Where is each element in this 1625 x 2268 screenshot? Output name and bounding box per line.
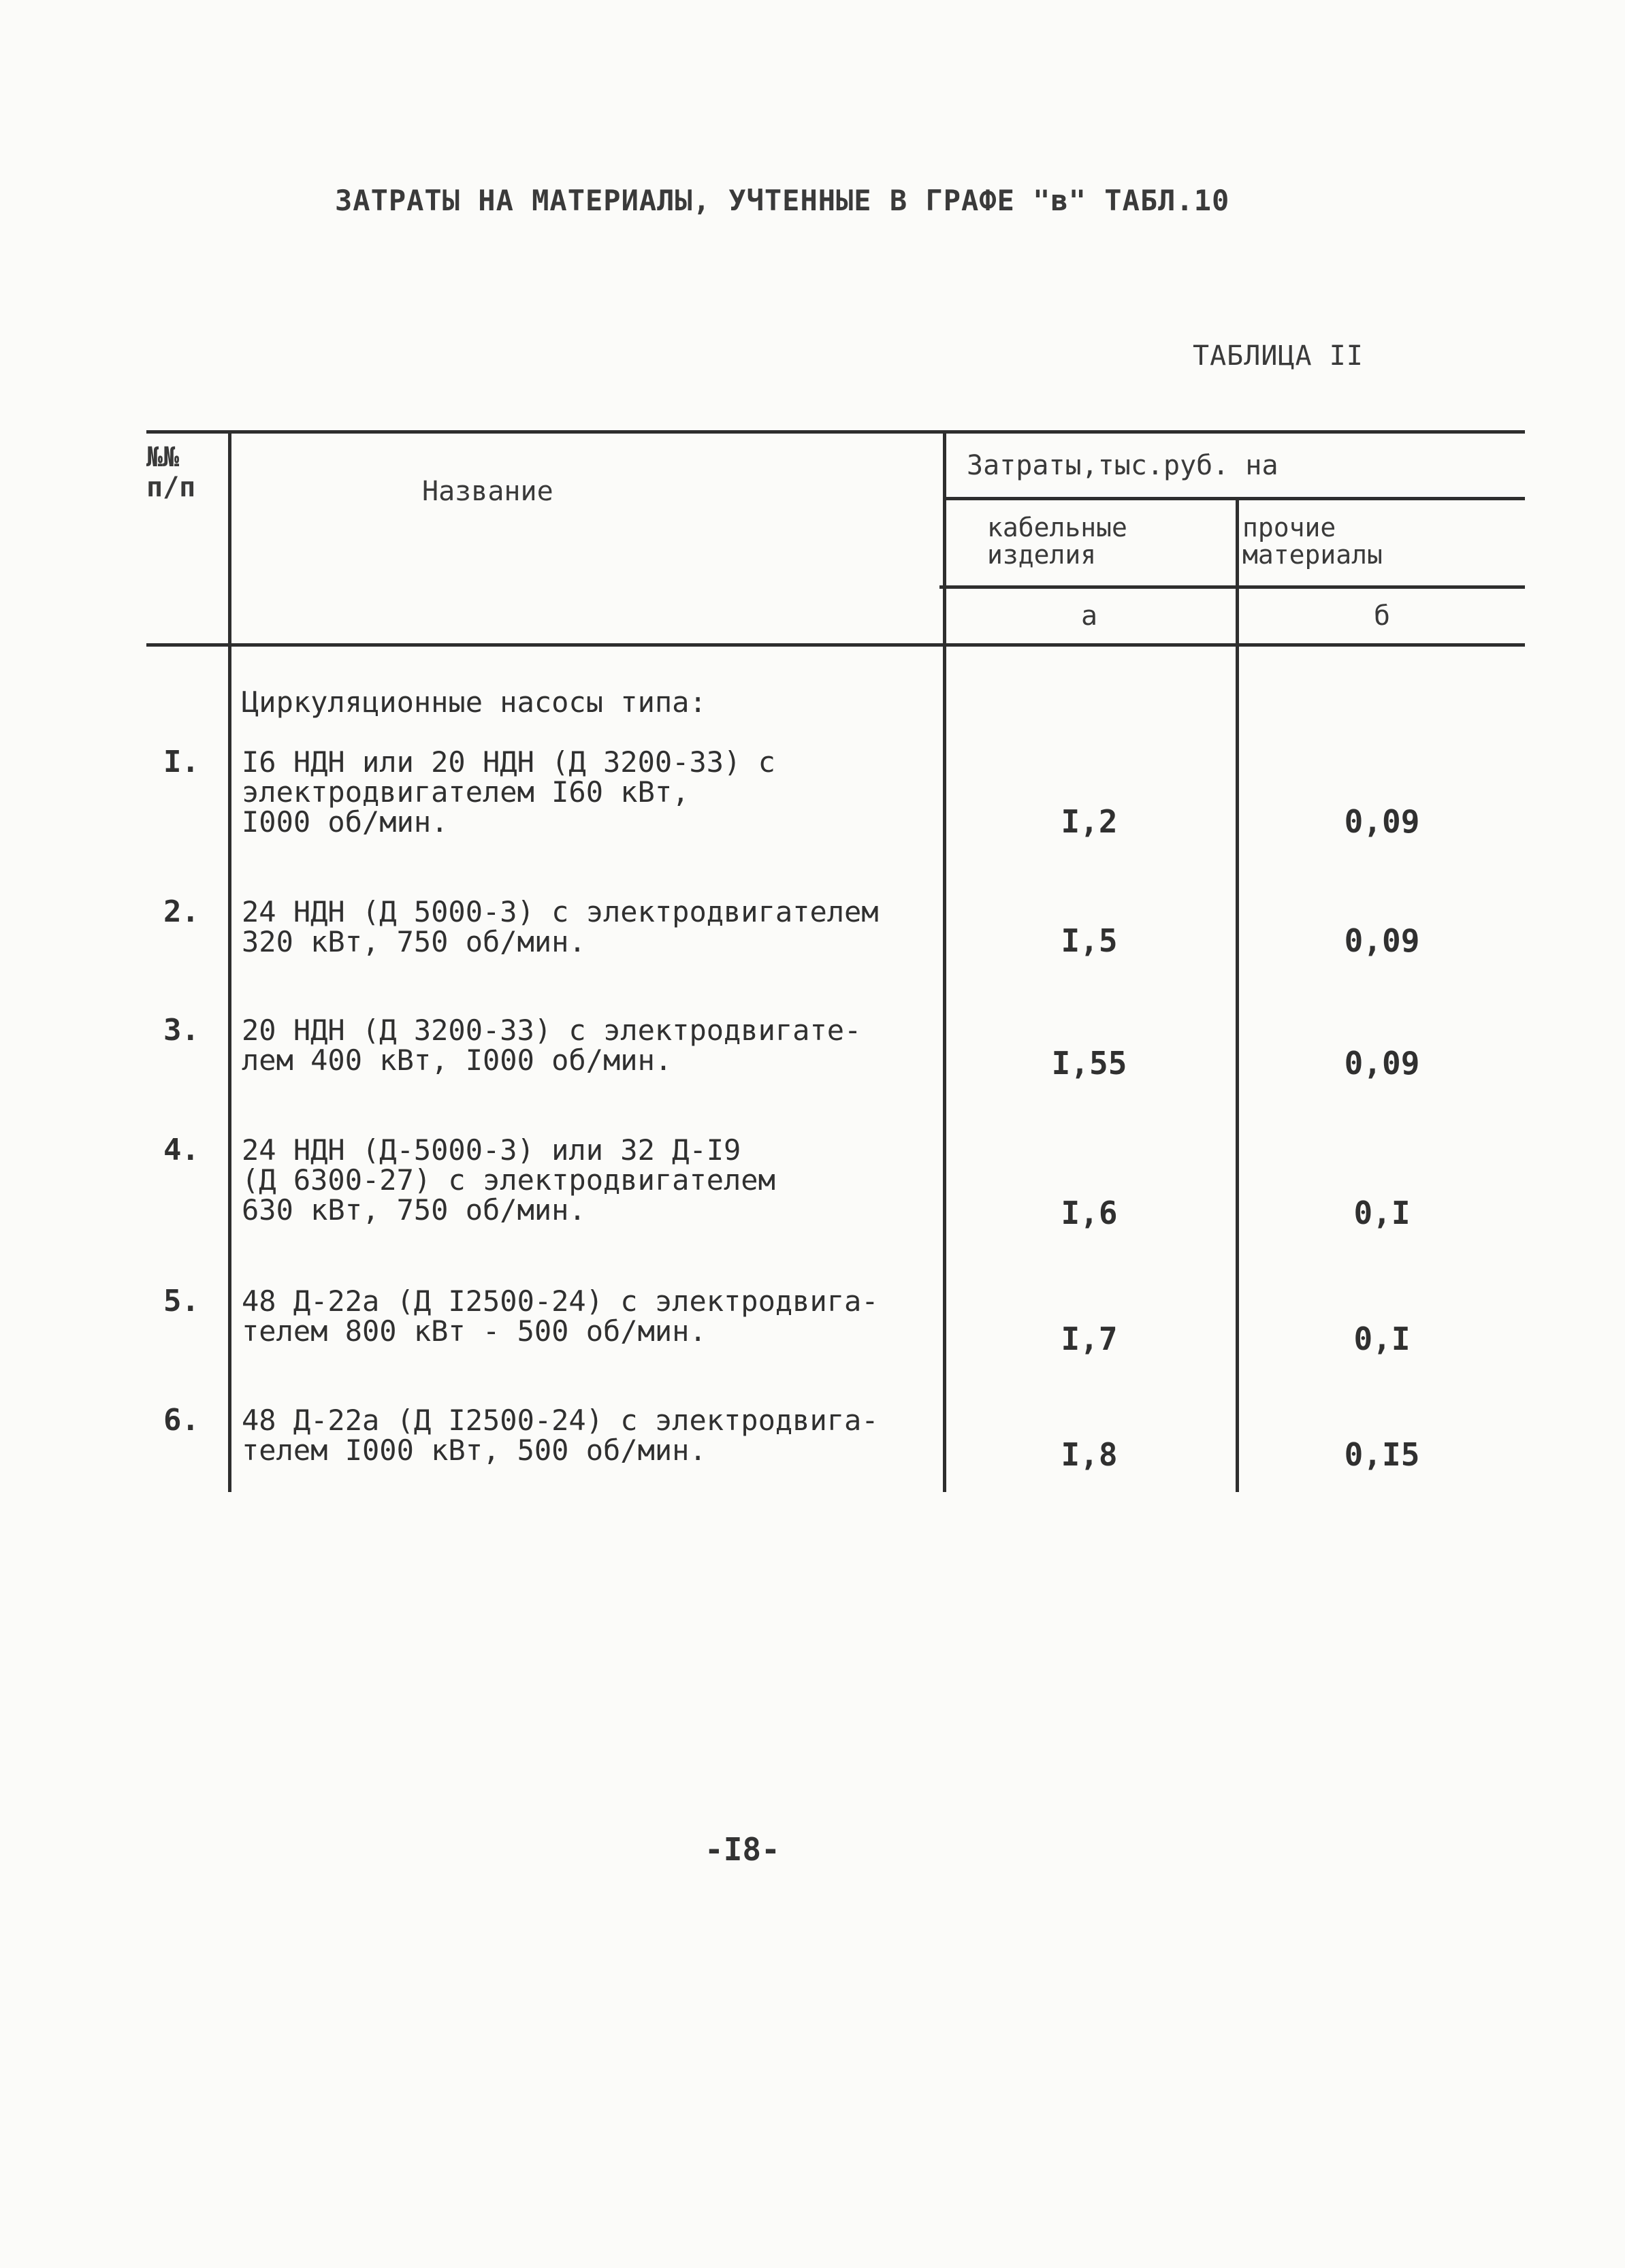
row-4-cable-cost: I,6 bbox=[1061, 1195, 1118, 1231]
row-1-name: I6 НДН или 20 НДН (Д 3200-33) с электродвигателем I60 кВт, I000 об/мин. bbox=[242, 745, 775, 839]
header-number: №№ п/п bbox=[146, 442, 196, 503]
document-heading: ЗАТРАТЫ НА МАТЕРИАЛЫ, УЧТЕННЫЕ В ГРАФЕ "в" ТАБЛ.10 bbox=[335, 184, 1230, 217]
row-6-number: 6. bbox=[163, 1403, 199, 1438]
header-col-b-title: прочие материалы bbox=[1242, 513, 1383, 570]
name-column-left-rule bbox=[228, 430, 231, 1492]
row-5-number: 5. bbox=[163, 1284, 199, 1318]
row-2-name: 24 НДН (Д 5000-3) с электродвигателем 320 кВт, 750 об/мин. bbox=[242, 895, 879, 958]
page-number: -I8- bbox=[705, 1831, 780, 1868]
row-1-number: I. bbox=[163, 745, 199, 779]
row-4-number: 4. bbox=[163, 1133, 199, 1167]
row-6-name: 48 Д-22а (Д I2500-24) с электродвига- телем I000 кВт, 500 об/мин. bbox=[242, 1404, 879, 1467]
group-title: Циркуляционные насосы типа: bbox=[242, 685, 707, 719]
header-name: Название bbox=[422, 476, 553, 507]
column-title-rule bbox=[939, 585, 1525, 589]
header-col-a-title: кабельные изделия bbox=[987, 513, 1127, 570]
row-3-name: 20 НДН (Д 3200-33) с электродвигате- лем 400 кВт, I000 об/мин. bbox=[242, 1014, 862, 1077]
header-costs: Затраты,тыс.руб. на bbox=[967, 450, 1278, 481]
header-col-a-letter: а bbox=[1080, 600, 1098, 632]
row-1-other-cost: 0,09 bbox=[1344, 803, 1420, 840]
row-3-number: 3. bbox=[163, 1013, 199, 1048]
header-col-b-letter: б bbox=[1373, 600, 1391, 632]
row-1-cable-cost: I,2 bbox=[1061, 803, 1118, 840]
header-bottom-rule bbox=[146, 643, 1525, 647]
row-6-cable-cost: I,8 bbox=[1061, 1436, 1118, 1473]
table-top-rule bbox=[146, 430, 1525, 434]
row-5-other-cost: 0,I bbox=[1353, 1321, 1411, 1357]
row-2-number: 2. bbox=[163, 894, 199, 929]
row-3-cable-cost: I,55 bbox=[1051, 1045, 1127, 1082]
row-4-name: 24 НДН (Д-5000-3) или 32 Д-I9 (Д 6300-27) с электродвигателем 630 кВт, 750 об/мин. bbox=[242, 1133, 775, 1227]
row-2-cable-cost: I,5 bbox=[1061, 922, 1118, 959]
table-label: ТАБЛИЦА II bbox=[1193, 340, 1364, 372]
row-4-other-cost: 0,I bbox=[1353, 1195, 1411, 1231]
row-5-name: 48 Д-22а (Д I2500-24) с электродвига- телем 800 кВт - 500 об/мин. bbox=[242, 1284, 879, 1348]
row-5-cable-cost: I,7 bbox=[1061, 1321, 1118, 1357]
row-2-other-cost: 0,09 bbox=[1344, 922, 1420, 959]
row-6-other-cost: 0,I5 bbox=[1344, 1436, 1420, 1473]
row-3-other-cost: 0,09 bbox=[1344, 1045, 1420, 1082]
